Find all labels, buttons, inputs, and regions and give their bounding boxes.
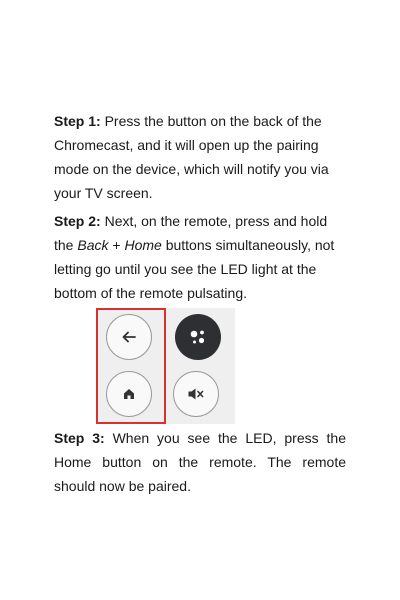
step-2-plus: + [108, 237, 125, 253]
mute-icon [187, 387, 205, 401]
step-2-label: Step 2: [54, 213, 101, 229]
step-3-label: Step 3: [54, 430, 105, 446]
step-2-text-after: buttons simultaneously, not letting go until you see the LED light at the bottom of the remote pulsating. [54, 237, 335, 301]
highlight-box [96, 308, 166, 424]
step-1-text: Press the button on the back of the Chromecast, and it will open up the pairing mode on the device, which will notify you via your TV screen. [54, 113, 329, 201]
step-1-label: Step 1: [54, 113, 101, 129]
step-1-paragraph [54, 109, 346, 205]
step-2-back-emphasis: Back [77, 237, 109, 253]
remote-mute-button [173, 371, 219, 417]
step-2-home-emphasis: Home [124, 237, 162, 253]
step-2-paragraph [54, 209, 346, 305]
step-3-paragraph [54, 426, 346, 498]
step-3-text: When you see the LED, press the Home button on the remote. The remote should now be paired. [54, 430, 346, 494]
remote-assistant-button [175, 314, 221, 360]
step-2-text-before: Next, on the remote, press and hold the [54, 213, 328, 253]
remote-buttons-image [96, 308, 235, 424]
assistant-icon [187, 326, 209, 348]
